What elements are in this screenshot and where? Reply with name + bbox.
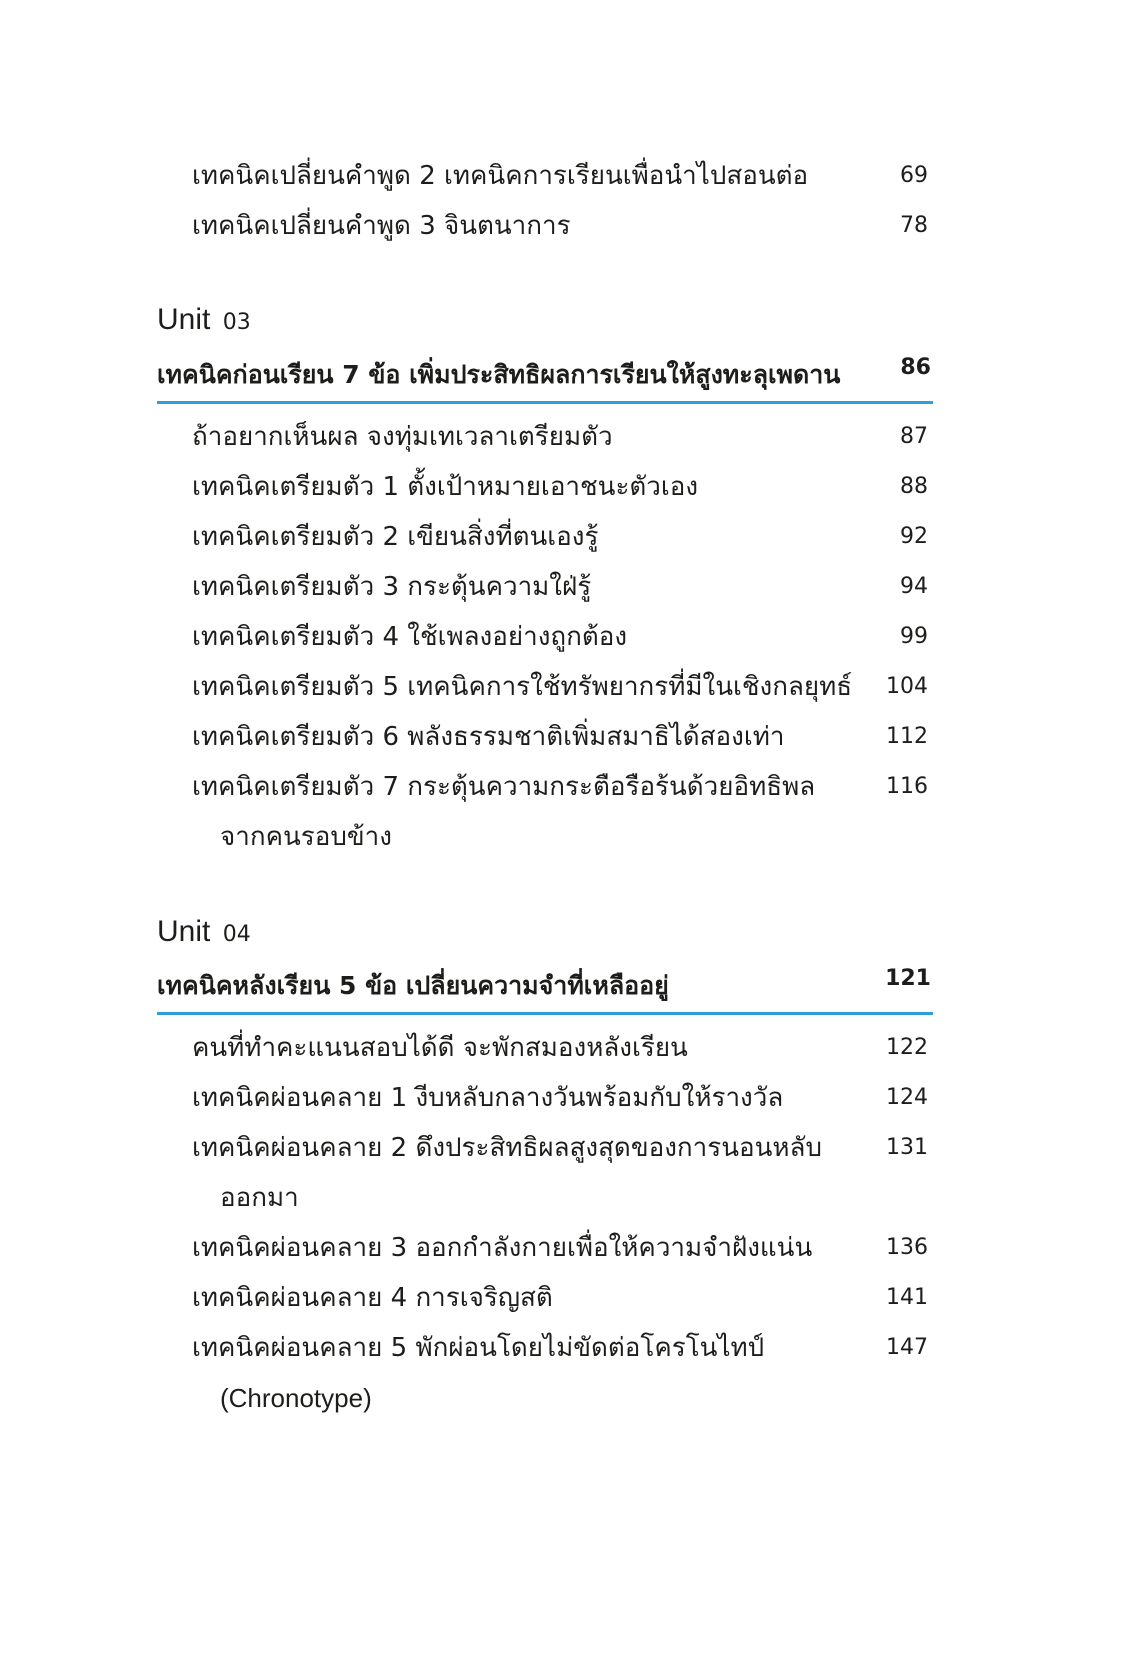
toc-entry-page: 124 [886, 1085, 928, 1110]
toc-entry-title: เทคนิคเปลี่ยนคำพูด 2 เทคนิคการเรียนเพื่อนำไปสอนต่อ [192, 161, 809, 191]
toc-entry-continuation: ออกมา [220, 1183, 299, 1213]
toc-entry[interactable] [192, 1222, 928, 1274]
unit-number: 03 [222, 310, 251, 335]
toc-entry-continuation: (Chronotype) [220, 1383, 372, 1413]
toc-entry-title: ถ้าอยากเห็นผล จงทุ่มเทเวลาเตรียมตัว [192, 422, 613, 452]
toc-entry[interactable] [192, 511, 928, 563]
toc-entry[interactable] [192, 561, 928, 613]
toc-entry[interactable] [192, 711, 928, 763]
toc-entry[interactable] [192, 461, 928, 513]
toc-entry[interactable] [192, 1322, 928, 1374]
toc-entry[interactable] [192, 661, 928, 713]
toc-entry[interactable] [192, 1022, 928, 1074]
toc-entry-page: 136 [886, 1235, 928, 1260]
unit-heading-title: เทคนิคก่อนเรียน 7 ข้อ เพิ่มประสิทธิผลการเรียนให้สูงทะลุเพดาน [157, 360, 841, 389]
toc-entry-title: เทคนิคเตรียมตัว 7 กระตุ้นความกระตือรือร้นด้วยอิทธิพล [192, 772, 816, 802]
toc-entry-page: 88 [900, 474, 928, 499]
toc-entry-page: 92 [900, 524, 928, 549]
toc-entry-page: 122 [886, 1035, 928, 1060]
toc-entry-title: เทคนิคผ่อนคลาย 4 การเจริญสติ [192, 1283, 553, 1313]
toc-entry-title: เทคนิคเตรียมตัว 3 กระตุ้นความใฝ่รู้ [192, 572, 592, 602]
toc-entry-title: คนที่ทำคะแนนสอบได้ดี จะพักสมองหลังเรียน [192, 1033, 688, 1063]
toc-entry-title: เทคนิคเตรียมตัว 4 ใช้เพลงอย่างถูกต้อง [192, 622, 628, 652]
toc-entry-page: 94 [900, 574, 928, 599]
toc-entry-title: เทคนิคเตรียมตัว 6 พลังธรรมชาติเพิ่มสมาธิได้สองเท่า [192, 722, 785, 752]
unit-heading-page: 86 [900, 355, 931, 380]
toc-entry[interactable] [192, 1272, 928, 1324]
toc-entry-page: 141 [886, 1285, 928, 1310]
unit-number: 04 [222, 922, 251, 947]
toc-entry[interactable] [192, 1122, 928, 1174]
toc-entry-title: เทคนิคเปลี่ยนคำพูด 3 จินตนาการ [192, 211, 571, 241]
toc-entry[interactable] [192, 1072, 928, 1124]
toc-entry-title: เทคนิคผ่อนคลาย 2 ดึงประสิทธิผลสูงสุดของการนอนหลับ [192, 1133, 822, 1163]
toc-entry[interactable] [192, 200, 928, 252]
toc-entry-page: 104 [886, 674, 928, 699]
toc-entry[interactable] [192, 411, 928, 463]
unit-label [157, 303, 251, 337]
toc-entry-page: 69 [900, 163, 928, 188]
toc-entry[interactable] [192, 150, 928, 202]
unit-heading-page: 121 [885, 966, 931, 991]
unit-label-text: Unit [157, 303, 211, 336]
toc-entry-title: เทคนิคผ่อนคลาย 5 พักผ่อนโดยไม่ขัดต่อโครโนไทป์ [192, 1333, 765, 1363]
toc-entry-page: 116 [886, 774, 928, 799]
toc-entry-page: 78 [900, 213, 928, 238]
toc-entry-page: 99 [900, 624, 928, 649]
toc-entry[interactable] [192, 611, 928, 663]
toc-entry-page: 147 [886, 1335, 928, 1360]
toc-entry-title: เทคนิคเตรียมตัว 2 เขียนสิ่งที่ตนเองรู้ [192, 522, 599, 552]
unit-label-text: Unit [157, 915, 211, 948]
toc-entry-page: 131 [886, 1135, 928, 1160]
unit-heading[interactable] [157, 355, 933, 404]
toc-entry-continuation: จากคนรอบข้าง [220, 822, 392, 852]
toc-entry-page: 112 [886, 724, 928, 749]
unit-heading[interactable] [157, 966, 933, 1015]
toc-entry-title: เทคนิคเตรียมตัว 1 ตั้งเป้าหมายเอาชนะตัวเอง [192, 472, 699, 502]
unit-label [157, 915, 251, 949]
toc-entry-page: 87 [900, 424, 928, 449]
toc-entry-title: เทคนิคเตรียมตัว 5 เทคนิคการใช้ทรัพยากรที่มีในเชิงกลยุทธ์ [192, 672, 853, 702]
unit-heading-title: เทคนิคหลังเรียน 5 ข้อ เปลี่ยนความจำที่เหลืออยู่ [157, 971, 669, 1000]
toc-entry-title: เทคนิคผ่อนคลาย 3 ออกกำลังกายเพื่อให้ความจำฝังแน่น [192, 1233, 813, 1263]
toc-entry[interactable] [192, 761, 928, 813]
toc-entry-title: เทคนิคผ่อนคลาย 1 งีบหลับกลางวันพร้อมกับให้รางวัล [192, 1083, 784, 1113]
